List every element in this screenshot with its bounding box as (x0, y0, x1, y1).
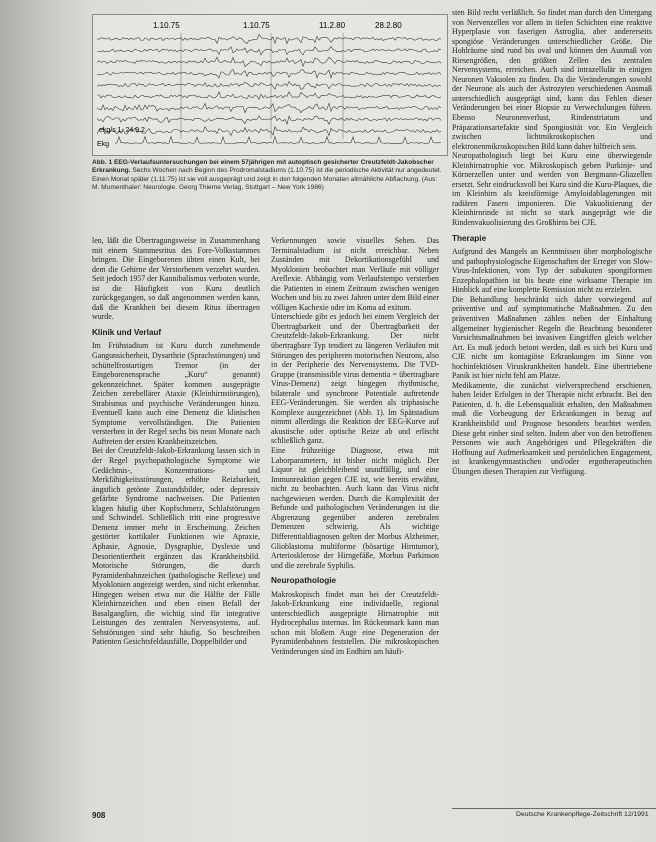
figure-caption-source: (Aus: M. Mumenthaler: Neurologie. Georg Thieme Verlag, Stuttgart – New York 1986) (92, 175, 438, 191)
eeg-side-label: Ekg (97, 141, 110, 148)
paragraph: Medikamente, die zunächst vielversprechend erschienen, haben leider Erfolgen in der Therapie nicht erbracht. Bei den Patienten, d. h. die Lebensqualität erhalten, den Maßnahmen muß die Vorbeugung der Erkrankungen in bezug auf Krankheitsbild und Prognose besonders beachtet werden. Diese geht einher sind selten. Indem aber von den betroffenen Personen wie auch Angehörigen und Pflegekräften die Hoffnung auf Aufmerksamkeit und persönlichen Engagement, ist krankengymnastischen und/oder ergotherapeutischen Übungen diesen Therapien zur Verfügung. (452, 380, 652, 476)
paragraph: len, läßt die Übertragungsweise in Zusammenhang mit einem Stammesritus des Fore-Volksstammes bringen. Die Eingeborenen übten einen Kult, bei dem die Gehirne der Verstorbenen verzehrt wurden. Seit jedoch 1957 der Kannibalismus verboten wurde, ist die Häufigkeit von Kuru deutlich zurückgegangen, so daß angenommen werden kann, daß die Krankheit bei diesem Ritus übertragen wurde. (92, 236, 260, 322)
journal-footer: Deutsche Krankenpflege-Zeitschrift 12/1991 (516, 811, 649, 818)
text-column-3 (452, 8, 652, 476)
page-fold-shadow (0, 0, 92, 842)
eeg-trace-line (97, 57, 441, 66)
footer-rule (452, 808, 656, 809)
paragraph: sten Bild recht verläßlich. So findet man durch den Untergang von Nervenzellen vor allem in tiefen Schichten eine reaktive Hyperplasie von faserigen Astroglia, aber andererseits spongiöse Veränderungen unterschiedlicher Größe. Die Hohlräume sind rund bis oval und können den Ausmaß von Riesengrößen, den größten Zellen des zentralen Nervensystems, erreichen. Auch sind intrazellulär in einigen Neuronen Vakuolen zu finden. Da die Veränderungen sowohl der Neurone als auch der Astrozyten verschiedenen Ausmaß unterschiedlich ausgeprägt sind, kann das Fehlen dieser Veränderungen bei einer Biopsie zu Verwechslungen führen. Ebenso Neuronenverlust, Rindenstriatum und Präparationsartefakte sind Spongiosität vor. Ein Vergleich zwischen lichtmikroskopischen und elektronenmikroskopischen Bild kann daher hilfreich sein. (452, 8, 652, 151)
paragraph: Aufgrund des Mangels an Kenntnissen über morphologische und pathophysiologische Eigenschaften der Erreger von Slow-Virus-Infektionen, vom Typ der subakuten spongiformen Enzephalopathien ist bis heute eine wirksame Therapie im Hinblick auf eine komplette Remission nicht zu erzielen. (452, 247, 652, 295)
eeg-trace-line (97, 47, 441, 55)
paragraph: Eine frühzeitige Diagnose, etwa mit Laborparametern, ist bisher nicht möglich. Der Liquor ist gleichbleibend unauffällig, und eine Immunreaktion gegen CJE ist, wie bereits erwähnt, nicht zu beobachten. Auch kann das Virus nicht nachgewiesen werden. Durch die Komplexität der Befunde und pathologischen Veränderungen ist die Abgrenzung gegenüber anderen zerebralen Demenzen schwierig. Als wichtige Differentialdiagnosen gelten der Morbus Alzheimer, Glioblastoma multiforme (bösartige Hirntumor), Arteriosklerose der Hirngefäße, Morbus Parkinson und die zerebrale Syphilis. (271, 446, 439, 570)
section-heading-therapie: Therapie (452, 233, 487, 243)
eeg-trace-line (97, 34, 441, 43)
eeg-annotation: ekg/s 1. 24.9.2 (99, 127, 145, 134)
eeg-trace-line (97, 103, 441, 113)
paragraph: Verkennungen sowie visuelles Sehen. Das Terminalstadium ist nicht erreichbar. Neben Zuständen mit Dekortikationsgefühl und Myoklonien beobachtet man Verläufe mit völliger Areflexie. Abhängig vom Verlaufstempo versterben die Patienten in einem Zeitraum zwischen wenigen Wochen und bis zu zwei Jahren unter dem Bild einer völligen Kachexie oder im Koma ad exitum. (271, 236, 439, 312)
eeg-traces (93, 15, 445, 153)
eeg-trace-line (97, 116, 441, 124)
ekg-trace-line (115, 137, 441, 144)
eeg-trace-line (97, 82, 441, 90)
eeg-trace-line (97, 127, 441, 136)
figure-caption (92, 159, 442, 192)
section-heading-neuropathologie: Neuropathologie (271, 576, 337, 586)
eeg-time-label-2: 1.10.75 (243, 21, 270, 30)
eeg-trace-line (97, 69, 441, 78)
figure-caption-title: Abb. 1 EEG-Verlaufsuntersuchungen bei einem 57jährigen mit autoptisch gesicherter Creutzfeldt-Jakobscher Erkrankung. (92, 159, 434, 175)
eeg-trace-line (97, 92, 441, 100)
paragraph: Bei der Creutzfeldt-Jakob-Erkrankung lassen sich in der Regel psychopathologische Symptome wie Gedächtnis-, Konzentrations- und Merkfähigkeitsstörungen, erhöhte Reizbarkeit, ängstlich getönte Zustandsbilder, oder depressiv gefärbte Syndrome nachweisen. Die Patienten klagen häufig über Kopfschmerz, Schlafstörungen und Schwindel. Schließlich tritt eine progressive Demenz immer mehr in Erscheinung. Zeichen gestörter kortikaler Funktionen wie Apraxie, Aphasie, Agnosie, Dysgraphie, Dyslexie und Desorientiertheit ergänzen das Krankheitsbild. Motorische Störungen, die durch Pyramidenbahnzeichen (pathologische Reflexe) und Myoklonien angezeigt werden, sind nicht erkennbar. Hingegen weisen etwa nur die Hälfte der Fälle Kleinhirnzeichen und eben einen Befall der Basalganglien, die wichtig sind für integrative Leistungen des zentralen Nervensystems, auf. Sehstörungen sind sehr häufig. So beschreiben Patienten Gesichtsfeldausfälle, Doppelbilder und (92, 446, 260, 647)
section-heading-klinik: Klinik und Verlauf (92, 327, 162, 337)
page-number: 908 (92, 811, 106, 820)
figure-caption-text: Sechs Wochen nach Beginn des Prodromalstadiums (1.10.75) ist die periodische Aktivität nur angedeutet. Einen Monat später (1.11.75) ist sie voll ausgeprägt und zeigt in den folgenden Monaten allmähliche Abflachung. (92, 167, 442, 183)
eeg-time-label-1: 1.10.75 (153, 21, 180, 30)
eeg-trace-panel (92, 14, 448, 156)
text-column-1 (92, 236, 260, 647)
text-column-2 (271, 236, 439, 657)
eeg-time-label-3: 11.2.80 (319, 21, 346, 30)
paragraph: Die Behandlung beschränkt sich daher vorwiegend auf präventive und auf symptomatische Maßnahmen. Zu den präventiven Maßnahmen zählen neben der Einhaltung allgemeiner hygienischer Regeln die Beachtung besonderer Vorsichtsmaßnahmen bei invasiven Eingriffen gleich welcher Art. Es muß jedoch betont werden, daß es sich bei Kuru und CJE nicht um kontagiöse Erkrankungen im Sinne von hochinfektiösen Viruskrankheiten handelt. Eine übertriebene Panik ist hier nicht fehl am Platze. (452, 294, 652, 381)
paragraph: Unterschiede gibt es jedoch bei einem Vergleich der Übertragbarkeit und der Übertragbarkeit der Creutzfeldt-Jakob-Erkrankung. Der nicht übertragbare Typ tendiert zu längeren Verläufen mit Störungen des peripheren motorischen Neurons, also in der Peripherie des Nervensystems. Die TVD-Gruppe (transmissible virus dementia = übertragbare Virus-Demenz) zeigt hingegen rhythmische, bilaterale und synchrone Potentiale auftretende EEG-Veränderungen. Sie werden als triphasische Komplexe ausgezeichnet (Abb. 1). Im Spätstadium nimmt allerdings die Reaktion der EEG-Kurve auf akustische oder optische Reize ab und erlischt schließlich ganz. (271, 312, 439, 446)
eeg-figure (92, 14, 446, 232)
eeg-time-label-4: 28.2.80 (375, 21, 402, 30)
paragraph: Makroskopisch findet man bei der Creutzfeldt-Jakob-Erkrankung eine individuelle, regional unterschiedlich ausgeprägte Hirnatrophie mit Hydrocephalus internus. Im Rückenmark kann man schon mit bloßem Auge eine Degeneration der Pyramidenbahnen feststellen. Die mikroskopischen Veränderungen sind im Endhirn am häufi- (271, 589, 439, 656)
paragraph: Neuropathologisch liegt bei Kuru eine überwiegende Kleinhirnatrophie vor. Mikroskopisch geben Purkinje- und Körnerzellen unter und werden von Bergmann-Gliazellen ersetzt. Sehr eindrucksvoll bei Kuru sind die Kuru-Plaques, die im Kleinhirn als kreisförmige Amyloidablagerungen mit radiären Fasern imponieren. Die Vakuolisierung der Kleinhirnrinde ist nicht so stark ausgeprägt wie die Rindenvakuolisierung des Großhirns bei CJE. (452, 151, 652, 228)
paragraph: Im Frühstadium ist Kuru durch zunehmende Gangunsicherheit, Dysarthrie (Sprachstörungen) und schüttelfrostartigen Tremor (in der Eingeborenensprache „Kuru“ genannt) gekennzeichnet. Später kommen ausgeprägte Zeichen zerebellärer Ataxie (Kleinhirnstörungen), Strabismus und psychische Veränderungen hinzu. Eventuell kann auch eine Demenz die klinischen Symptome vervollständigen. Die Patienten versterben in der Regel sechs bis neun Monate nach Auftreten der ersten Krankheitszeichen. (92, 341, 260, 446)
